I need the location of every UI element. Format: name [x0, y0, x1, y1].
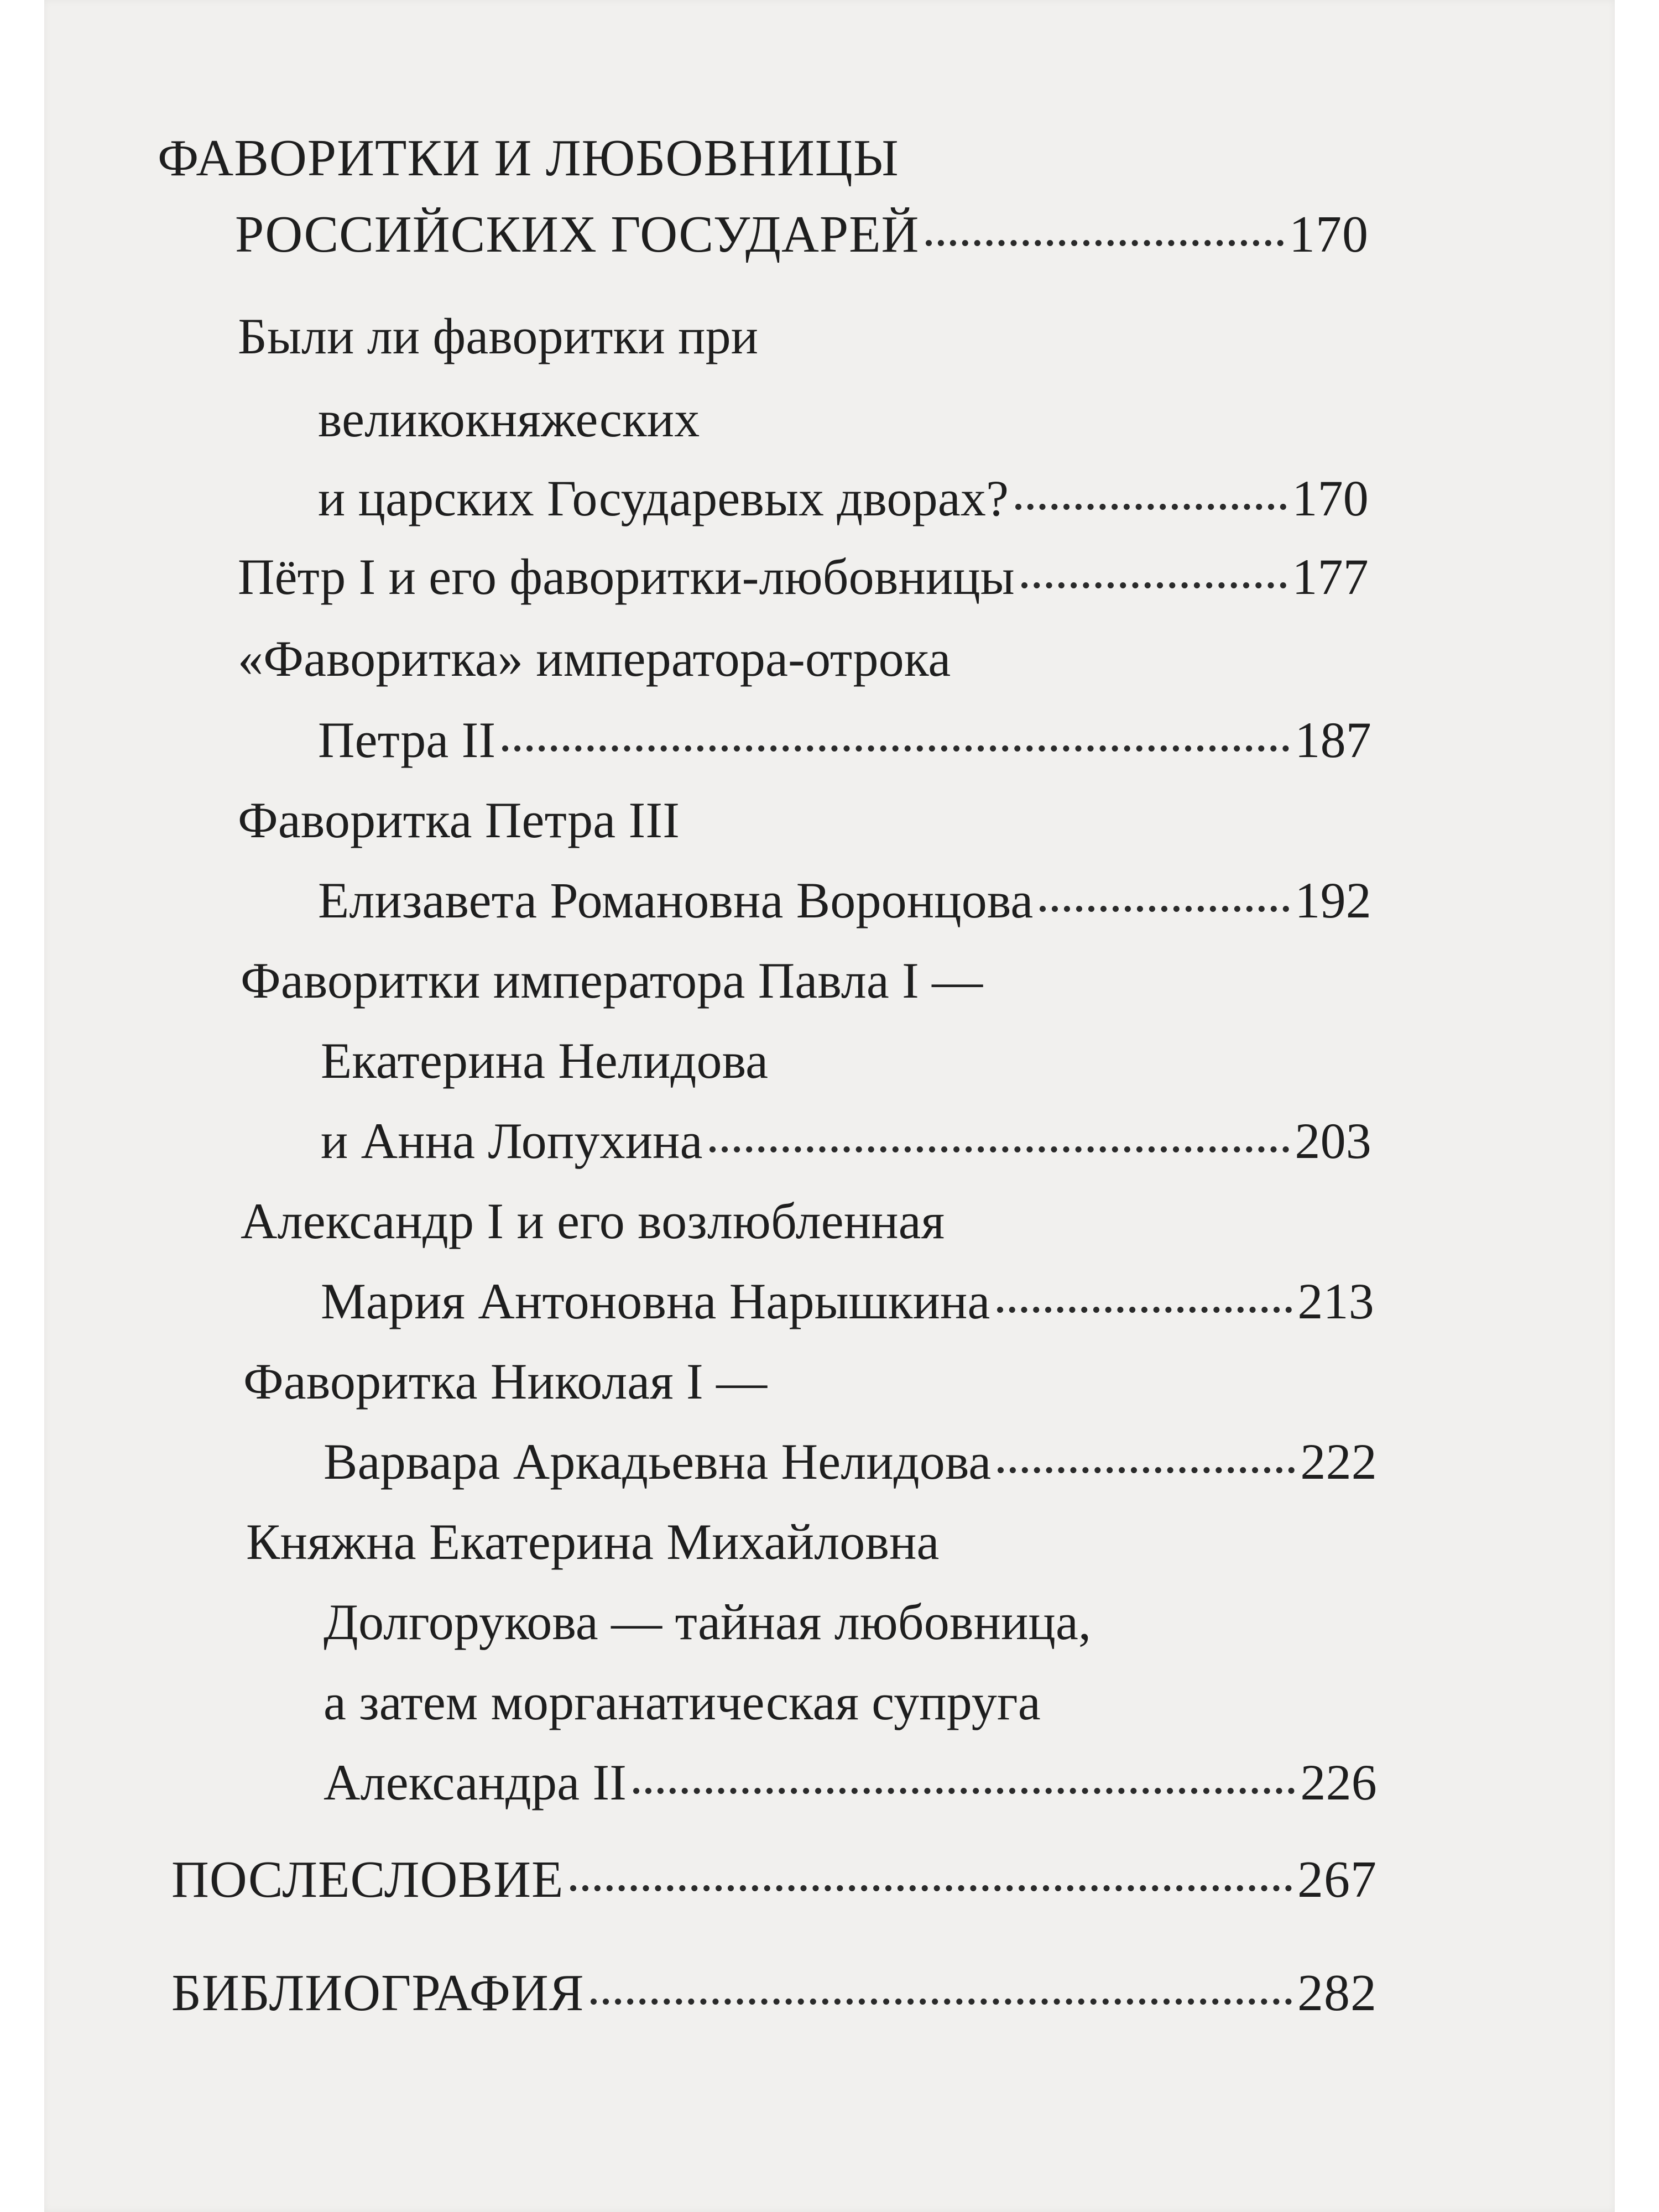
- toc-line-section-title: [171, 1850, 1377, 1910]
- toc-line-text: Петра II: [318, 712, 496, 768]
- toc-line-text: «Фаворитка» императора-отрока: [238, 630, 951, 687]
- toc-line: [324, 1432, 1377, 1491]
- toc-line-text: Мария Антоновна Нарышкина: [321, 1273, 990, 1329]
- toc-page-number: 213: [1297, 1273, 1374, 1329]
- toc-line-text: БИБЛИОГРАФИЯ: [171, 1964, 585, 2022]
- toc-page-number: 170: [1292, 470, 1369, 526]
- toc-line: [318, 390, 1037, 448]
- toc-line-text: Елизавета Романовна Воронцова: [318, 872, 1034, 928]
- dot-leader: [926, 240, 1284, 246]
- toc-page-number: 187: [1295, 712, 1371, 768]
- toc-line: [321, 1112, 1371, 1170]
- dot-leader: [998, 1467, 1295, 1473]
- toc-line-text: Долгорукова — тайная любовница,: [324, 1594, 1092, 1650]
- toc-line-text: а затем морганатическая супруга: [324, 1674, 1041, 1730]
- toc-line-text: Пётр I и его фаворитки-любовницы: [238, 549, 1015, 605]
- toc-line-text: Екатерина Нелидова: [321, 1032, 769, 1089]
- dot-leader: [1015, 504, 1286, 510]
- toc-line: [238, 307, 957, 366]
- toc-page-number: 222: [1300, 1433, 1377, 1490]
- toc-line: [243, 1352, 1073, 1411]
- toc-line-text: Княжна Екатерина Михайловна: [246, 1514, 940, 1570]
- toc-page-number: 226: [1300, 1754, 1377, 1811]
- toc-page-number: 282: [1297, 1964, 1377, 2022]
- toc-line-section-title: [158, 128, 1042, 188]
- toc-page-number: 170: [1289, 206, 1369, 263]
- toc-line-section-title: [235, 205, 1369, 264]
- toc-line: [241, 951, 1181, 1010]
- toc-line: [321, 1031, 1095, 1090]
- dot-leader: [709, 1146, 1290, 1152]
- toc-line: [324, 1753, 1377, 1812]
- toc-line-text: ПОСЛЕСЛОВИЕ: [171, 1851, 564, 1908]
- toc-line-text: великокняжеских: [318, 391, 700, 447]
- toc-line-text: Фаворитка Петра III: [238, 792, 680, 848]
- toc-line: [238, 547, 1369, 606]
- toc-line-text: ФАВОРИТКИ И ЛЮБОВНИЦЫ: [158, 129, 899, 187]
- toc-line: [238, 629, 1178, 688]
- toc-line-text: и царских Государевых дворах?: [318, 470, 1009, 526]
- toc-line-text: Александра II: [324, 1754, 627, 1811]
- toc-line-text: и Анна Лопухина: [321, 1113, 703, 1169]
- toc-line: [324, 1673, 1319, 1731]
- toc-line-text: Александр I и его возлюбленная: [241, 1193, 945, 1249]
- toc-line: [318, 469, 1369, 528]
- toc-line-text: Варвара Аркадьевна Нелидова: [324, 1433, 992, 1490]
- toc-line-text: Были ли фаворитки при: [238, 308, 759, 364]
- toc-page-number: 192: [1295, 872, 1371, 928]
- dot-leader: [633, 1788, 1295, 1794]
- toc-line: [324, 1593, 1319, 1651]
- toc-line: [318, 871, 1371, 930]
- dot-leader: [1040, 906, 1289, 912]
- dot-leader: [1021, 582, 1287, 588]
- toc-line-section-title: [171, 1963, 1377, 2023]
- toc-page-number: 203: [1295, 1113, 1371, 1169]
- toc-line: [246, 1512, 1186, 1571]
- dot-leader: [502, 745, 1289, 752]
- toc-line: [318, 711, 1371, 769]
- dot-leader: [591, 1999, 1292, 2005]
- toc-line-text: РОССИЙСКИХ ГОСУДАРЕЙ: [235, 206, 920, 263]
- toc-page-number: 177: [1292, 549, 1369, 605]
- dot-leader: [997, 1307, 1292, 1313]
- toc-line: [241, 1192, 1181, 1250]
- toc-line: [238, 791, 957, 849]
- toc-line-text: Фаворитка Николая I —: [243, 1353, 768, 1410]
- toc-line: [321, 1272, 1374, 1331]
- toc-page-number: 267: [1297, 1851, 1377, 1908]
- toc-line-text: Фаворитки императора Павла I —: [241, 952, 983, 1009]
- dot-leader: [570, 1885, 1292, 1891]
